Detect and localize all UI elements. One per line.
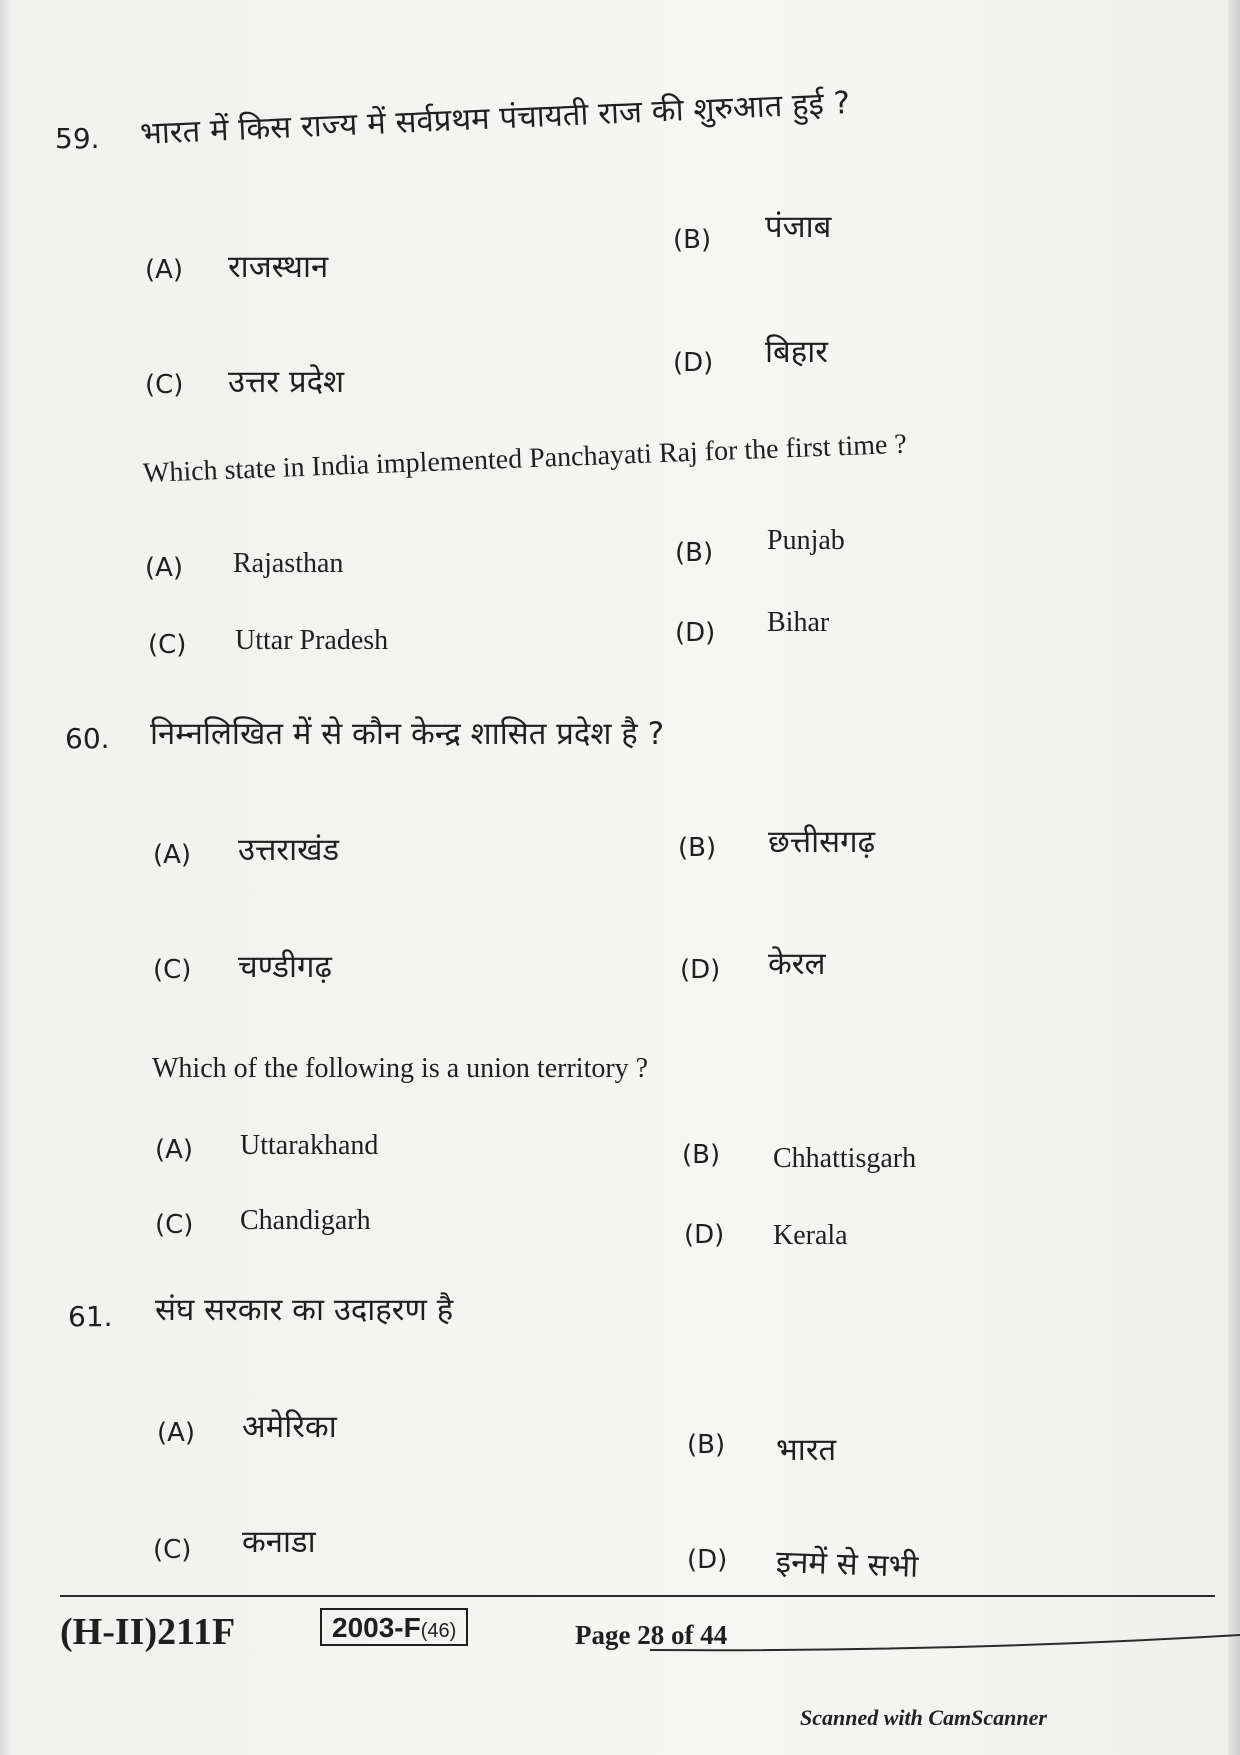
paper-code: (H-II)211F [60,1611,236,1653]
option-label: (A) [153,840,192,870]
option-label: (D) [675,618,716,648]
option-text: Rajasthan [233,548,344,579]
booklet-code-box [320,1608,468,1646]
option-label: (C) [155,1210,194,1240]
page-number: Page 28 of 44 [575,1620,728,1650]
question-text-hindi: संघ सरकार का उदाहरण है [155,1292,454,1328]
option-label: (C) [145,370,184,400]
question-text-hindi: निम्नलिखित में से कौन केन्द्र शासित प्रदेश है ? [150,716,665,752]
paper-edge [1228,0,1240,1755]
question-text-hindi: भारत में किस राज्य में सर्वप्रथम पंचायती राज की शुरुआत हुई ? [139,85,851,152]
option-text: Uttarakhand [240,1130,379,1161]
option-text: बिहार [765,334,828,370]
option-text: Chhattisgarh [773,1143,917,1174]
option-label: (B) [673,225,712,255]
booklet-code-suffix: (46) [420,1620,457,1642]
option-label: (B) [678,833,717,863]
option-text: अमेरिका [242,1409,337,1445]
option-text: उत्तर प्रदेश [228,364,345,400]
option-label: (A) [155,1135,194,1165]
option-text: कनाडा [242,1524,316,1560]
option-label: (C) [148,630,187,660]
option-label: (D) [684,1220,725,1250]
option-label: (B) [682,1140,721,1170]
option-text: उत्तराखंड [238,832,340,868]
option-label: (A) [157,1418,196,1448]
option-text: इनमें से सभी [775,1544,919,1585]
option-text: Uttar Pradesh [235,625,389,656]
option-text: राजस्थान [228,249,329,285]
option-label: (C) [153,1535,192,1565]
question-number: 60. [65,722,110,755]
option-text: पंजाब [765,209,832,245]
option-label: (D) [673,348,714,378]
option-text: Punjab [767,525,845,556]
option-text: छत्तीसगढ़ [768,824,876,860]
footer-rule [60,1595,1215,1597]
option-text: Chandigarh [240,1205,371,1236]
option-label: (B) [675,538,714,568]
question-number: 59. [55,122,100,155]
scanner-watermark: Scanned with CamScanner [800,1705,1047,1730]
option-text: चण्डीगढ़ [238,949,332,985]
option-text: भारत [776,1432,837,1468]
option-label: (A) [145,255,184,285]
option-label: (C) [153,955,192,985]
option-label: (D) [680,955,721,985]
question-number: 61. [68,1300,113,1333]
footer-curve-line [650,1630,1240,1660]
question-text-english: Which of the following is a union territory ? [152,1053,649,1084]
option-text: Kerala [773,1220,848,1251]
option-label: (A) [145,553,184,583]
option-label: (B) [687,1430,726,1460]
option-label: (D) [687,1545,728,1575]
option-text: Bihar [767,607,830,638]
booklet-code: 2003-F [332,1612,421,1643]
option-text: केरल [768,946,826,982]
question-text-english: Which state in India implemented Panchayati Raj for the first time ? [142,428,908,489]
